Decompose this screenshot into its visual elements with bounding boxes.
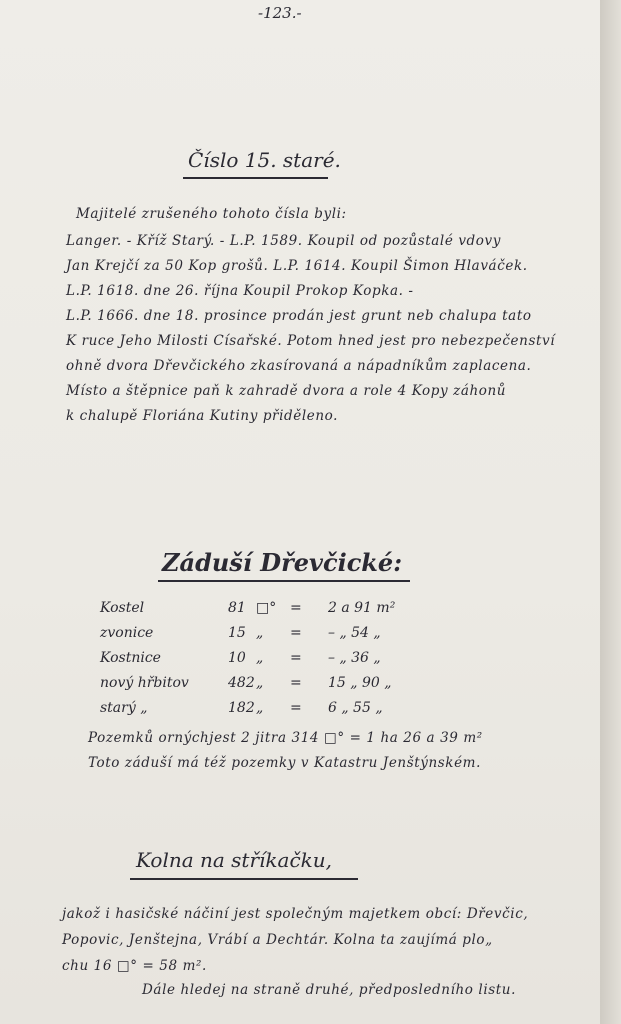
equals: = bbox=[290, 700, 302, 716]
heading-underline bbox=[158, 580, 410, 582]
equals: = bbox=[290, 650, 302, 666]
item-name: Kostnice bbox=[100, 650, 161, 666]
item-name: starý „ bbox=[100, 700, 148, 716]
section-heading-kolna: Kolna na stříkačku, bbox=[136, 848, 333, 872]
owners-intro: Majitelé zrušeného tohoto čísla byli: bbox=[76, 206, 347, 222]
converted-area: 6 „ 55 „ bbox=[328, 700, 383, 716]
section-heading-cislo-15: Číslo 15. staré. bbox=[188, 148, 341, 172]
equals: = bbox=[290, 675, 302, 691]
square-fathoms: 482 bbox=[228, 675, 255, 691]
paragraph-line: Langer. - Kříž Starý. - L.P. 1589. Koupil od pozůstalé vdovy bbox=[66, 233, 501, 249]
continue-note: Dále hledej na straně druhé, předposledního listu. bbox=[142, 982, 516, 998]
unit: „ bbox=[256, 675, 264, 691]
item-name: Kostel bbox=[100, 600, 145, 616]
unit: □° bbox=[256, 600, 277, 616]
square-fathoms: 182 bbox=[228, 700, 255, 716]
closing-line: jakož i hasičské náčiní jest společným majetkem obcí: Dřevčic, bbox=[62, 906, 529, 922]
arable-land-line: Pozemků ornýchjest 2 jitra 314 □° = 1 ha 26 a 39 m² bbox=[88, 730, 483, 746]
page-edge bbox=[600, 0, 621, 1024]
unit: „ bbox=[256, 625, 264, 641]
equals: = bbox=[290, 625, 302, 641]
converted-area: – „ 36 „ bbox=[328, 650, 381, 666]
paragraph-line: Jan Krejčí za 50 Kop grošů. L.P. 1614. Koupil Šimon Hlaváček. bbox=[66, 258, 528, 274]
square-fathoms: 10 bbox=[228, 650, 246, 666]
cadastre-line: Toto záduší má též pozemky v Katastru Jenštýnském. bbox=[88, 755, 481, 771]
paragraph-line: K ruce Jeho Milosti Císařské. Potom hned jest pro nebezpečenství bbox=[66, 333, 556, 349]
unit: „ bbox=[256, 700, 264, 716]
square-fathoms: 15 bbox=[228, 625, 246, 641]
closing-line: Popovic, Jenštejna, Vrábí a Dechtár. Kolna ta zaujímá plo„ bbox=[62, 932, 493, 948]
paragraph-line: L.P. 1618. dne 26. října Koupil Prokop Kopka. - bbox=[66, 283, 414, 299]
section-heading-zaduSi: Záduší Dřevčické: bbox=[162, 548, 403, 577]
unit: „ bbox=[256, 650, 264, 666]
paragraph-line: k chalupě Floriána Kutiny přiděleno. bbox=[66, 408, 339, 424]
item-name: zvonice bbox=[100, 625, 154, 641]
equals: = bbox=[290, 600, 302, 616]
converted-area: 2 a 91 m² bbox=[328, 600, 396, 616]
converted-area: – „ 54 „ bbox=[328, 625, 381, 641]
heading-underline bbox=[183, 177, 328, 179]
item-name: nový hřbitov bbox=[100, 675, 189, 691]
paragraph-line: Místo a štěpnice paň k zahradě dvora a role 4 Kopy záhonů bbox=[66, 383, 507, 399]
square-fathoms: 81 bbox=[228, 600, 246, 616]
page-number: -123.- bbox=[258, 4, 302, 22]
converted-area: 15 „ 90 „ bbox=[328, 675, 392, 691]
closing-line: chu 16 □° = 58 m². bbox=[62, 958, 207, 974]
paragraph-line: L.P. 1666. dne 18. prosince prodán jest grunt neb chalupa tato bbox=[66, 308, 532, 324]
paragraph-line: ohně dvora Dřevčického zkasírovaná a nápadníkům zaplacena. bbox=[66, 358, 532, 374]
heading-underline bbox=[130, 878, 358, 880]
